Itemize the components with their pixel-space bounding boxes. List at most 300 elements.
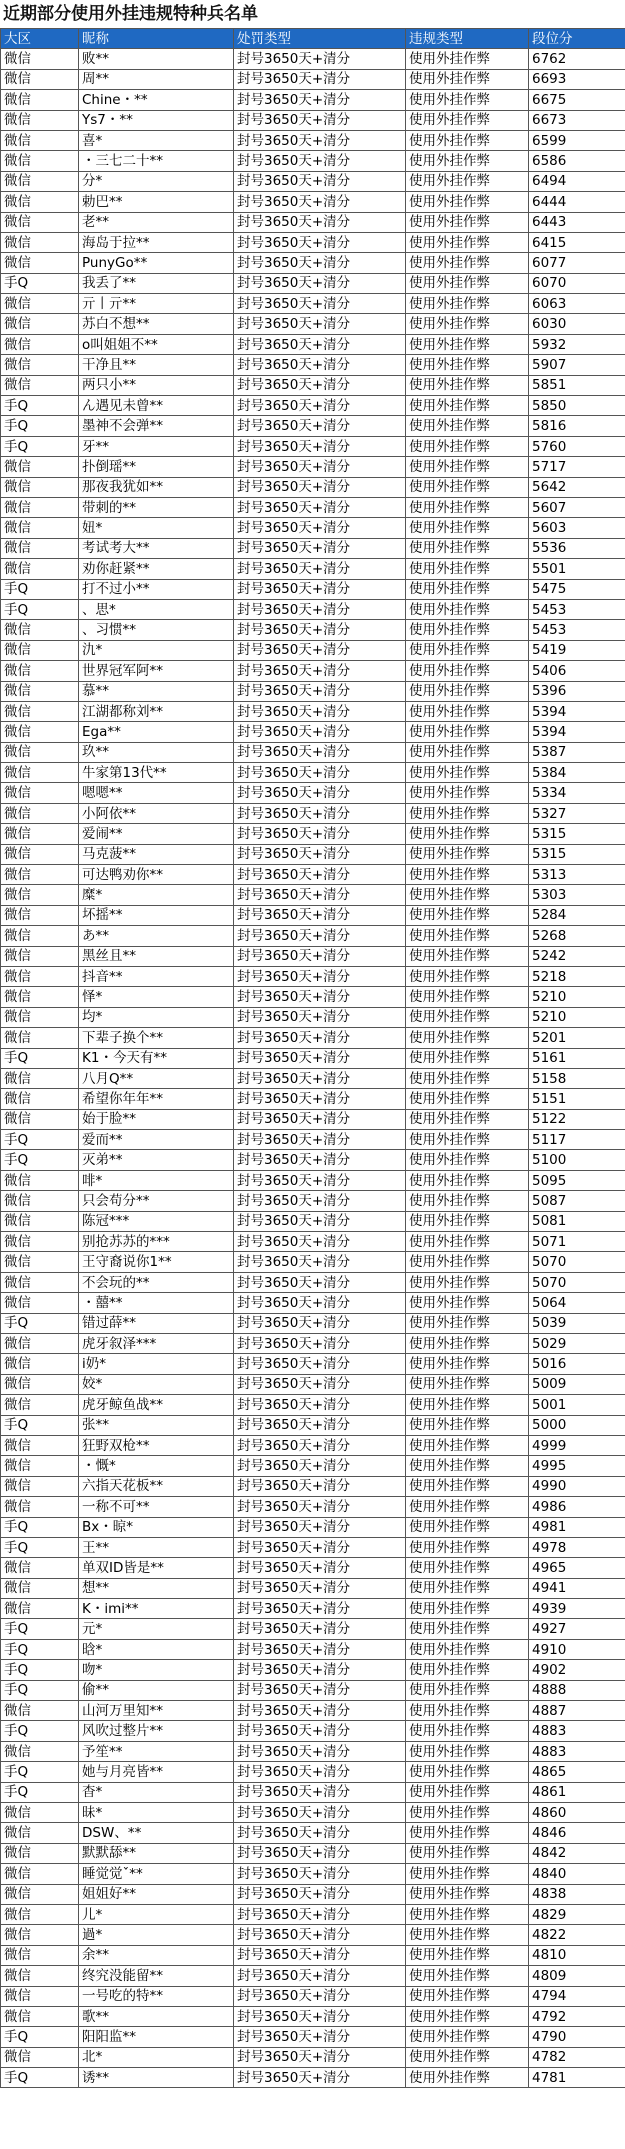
cell-rank-score: 4781 [529,2068,625,2088]
cell-rank-score: 4927 [529,1619,625,1639]
table-row [1,1680,625,1700]
cell-violation-type: 使用外挂作弊 [406,538,529,558]
cell-violation-type: 使用外挂作弊 [406,1925,529,1945]
table-row [1,1068,625,1088]
cell-region: 微信 [1,885,79,905]
cell-region: 微信 [1,1701,79,1721]
cell-violation-type: 使用外挂作弊 [406,1252,529,1272]
cell-nickname: 扑倒瑶** [79,457,234,477]
cell-nickname: 海岛于拉** [79,232,234,252]
cell-penalty-type: 封号3650天+清分 [234,844,406,864]
cell-penalty-type: 封号3650天+清分 [234,1048,406,1068]
cell-penalty-type: 封号3650天+清分 [234,294,406,314]
cell-violation-type: 使用外挂作弊 [406,273,529,293]
cell-rank-score: 5387 [529,742,625,762]
cell-region: 手Q [1,1660,79,1680]
table-row [1,1741,625,1761]
cell-penalty-type: 封号3650天+清分 [234,1170,406,1190]
cell-nickname: 她与月亮皆** [79,1762,234,1782]
cell-rank-score: 5642 [529,477,625,497]
cell-penalty-type: 封号3650天+清分 [234,375,406,395]
table-row [1,314,625,334]
cell-region: 微信 [1,334,79,354]
cell-penalty-type: 封号3650天+清分 [234,436,406,456]
cell-rank-score: 4981 [529,1517,625,1537]
cell-penalty-type: 封号3650天+清分 [234,2027,406,2047]
cell-violation-type: 使用外挂作弊 [406,518,529,538]
table-row [1,538,625,558]
cell-nickname: 世界冠军阿** [79,661,234,681]
cell-penalty-type: 封号3650天+清分 [234,232,406,252]
column-header-rank-score: 段位分 [529,29,625,49]
cell-rank-score: 5201 [529,1028,625,1048]
cell-penalty-type: 封号3650天+清分 [234,620,406,640]
cell-rank-score: 4810 [529,1945,625,1965]
cell-nickname: 儿* [79,1904,234,1924]
cell-penalty-type: 封号3650天+清分 [234,273,406,293]
cell-nickname: 想** [79,1578,234,1598]
cell-region: 手Q [1,1680,79,1700]
cell-nickname: ん遇见未曾** [79,396,234,416]
cell-rank-score: 4829 [529,1904,625,1924]
cell-rank-score: 6494 [529,171,625,191]
cell-penalty-type: 封号3650天+清分 [234,1537,406,1557]
cell-rank-score: 5603 [529,518,625,538]
cell-nickname: 啡* [79,1170,234,1190]
cell-violation-type: 使用外挂作弊 [406,436,529,456]
cell-penalty-type: 封号3650天+清分 [234,396,406,416]
cell-violation-type: 使用外挂作弊 [406,294,529,314]
table-row [1,640,625,660]
cell-region: 微信 [1,1578,79,1598]
cell-region: 微信 [1,1945,79,1965]
cell-violation-type: 使用外挂作弊 [406,1680,529,1700]
table-row [1,599,625,619]
table-row [1,171,625,191]
cell-rank-score: 4888 [529,1680,625,1700]
cell-rank-score: 5396 [529,681,625,701]
cell-nickname: 败** [79,49,234,69]
cell-rank-score: 4822 [529,1925,625,1945]
cell-penalty-type: 封号3650天+清分 [234,1109,406,1129]
cell-penalty-type: 封号3650天+清分 [234,110,406,130]
cell-region: 微信 [1,926,79,946]
cell-violation-type: 使用外挂作弊 [406,192,529,212]
cell-nickname: 山河万里知** [79,1701,234,1721]
cell-nickname: 王** [79,1537,234,1557]
cell-nickname: 亓丨亓** [79,294,234,314]
table-row [1,355,625,375]
cell-nickname: 终究没能留** [79,1966,234,1986]
cell-rank-score: 4790 [529,2027,625,2047]
cell-region: 微信 [1,1293,79,1313]
page-title: 近期部分使用外挂违规特种兵名单 [3,4,258,24]
table-row [1,742,625,762]
column-header-nickname: 昵称 [79,29,234,49]
header-row [1,29,625,49]
cell-violation-type: 使用外挂作弊 [406,1558,529,1578]
cell-region: 微信 [1,1843,79,1863]
cell-rank-score: 5210 [529,1007,625,1027]
table-row [1,2006,625,2026]
cell-region: 微信 [1,69,79,89]
cell-violation-type: 使用外挂作弊 [406,1741,529,1761]
cell-region: 微信 [1,865,79,885]
cell-penalty-type: 封号3650天+清分 [234,742,406,762]
table-row [1,1109,625,1129]
cell-violation-type: 使用外挂作弊 [406,1578,529,1598]
cell-violation-type: 使用外挂作弊 [406,844,529,864]
cell-region: 微信 [1,130,79,150]
cell-nickname: 坏摇** [79,905,234,925]
table-row [1,701,625,721]
table-row [1,1170,625,1190]
cell-violation-type: 使用外挂作弊 [406,1007,529,1027]
table-row [1,334,625,354]
table-row [1,1782,625,1802]
table-row [1,987,625,1007]
cell-rank-score: 5029 [529,1334,625,1354]
cell-penalty-type: 封号3650天+清分 [234,1476,406,1496]
cell-rank-score: 5851 [529,375,625,395]
cell-region: 微信 [1,763,79,783]
cell-penalty-type: 封号3650天+清分 [234,885,406,905]
table-row [1,1272,625,1292]
cell-rank-score: 4865 [529,1762,625,1782]
cell-violation-type: 使用外挂作弊 [406,763,529,783]
cell-violation-type: 使用外挂作弊 [406,1395,529,1415]
cell-violation-type: 使用外挂作弊 [406,1986,529,2006]
cell-rank-score: 4809 [529,1966,625,1986]
cell-violation-type: 使用外挂作弊 [406,966,529,986]
cell-rank-score: 5064 [529,1293,625,1313]
table-row [1,1986,625,2006]
cell-penalty-type: 封号3650天+清分 [234,334,406,354]
cell-rank-score: 6693 [529,69,625,89]
cell-nickname: 吻* [79,1660,234,1680]
cell-nickname: K1・今天有** [79,1048,234,1068]
cell-penalty-type: 封号3650天+清分 [234,661,406,681]
cell-rank-score: 4838 [529,1884,625,1904]
cell-violation-type: 使用外挂作弊 [406,1334,529,1354]
cell-rank-score: 5419 [529,640,625,660]
cell-penalty-type: 封号3650天+清分 [234,701,406,721]
cell-rank-score: 4861 [529,1782,625,1802]
cell-nickname: ・慨* [79,1456,234,1476]
cell-penalty-type: 封号3650天+清分 [234,1252,406,1272]
cell-penalty-type: 封号3650天+清分 [234,69,406,89]
cell-nickname: 晗* [79,1639,234,1659]
cell-region: 微信 [1,803,79,823]
cell-violation-type: 使用外挂作弊 [406,1599,529,1619]
cell-nickname: 爱闹** [79,824,234,844]
cell-violation-type: 使用外挂作弊 [406,1415,529,1435]
cell-violation-type: 使用外挂作弊 [406,2068,529,2088]
cell-region: 微信 [1,905,79,925]
cell-penalty-type: 封号3650天+清分 [234,926,406,946]
cell-rank-score: 5475 [529,579,625,599]
table-row [1,885,625,905]
cell-nickname: 始于脸** [79,1109,234,1129]
cell-penalty-type: 封号3650天+清分 [234,518,406,538]
cell-nickname: 阳阳监** [79,2027,234,2047]
cell-rank-score: 5070 [529,1272,625,1292]
cell-violation-type: 使用外挂作弊 [406,1089,529,1109]
cell-rank-score: 4782 [529,2047,625,2067]
cell-violation-type: 使用外挂作弊 [406,1293,529,1313]
cell-violation-type: 使用外挂作弊 [406,110,529,130]
table-row [1,253,625,273]
cell-nickname: 嗯嗯** [79,783,234,803]
cell-penalty-type: 封号3650天+清分 [234,1334,406,1354]
cell-region: 微信 [1,966,79,986]
cell-nickname: 勅巴** [79,192,234,212]
cell-region: 微信 [1,497,79,517]
cell-nickname: 张** [79,1415,234,1435]
cell-nickname: 歌** [79,2006,234,2026]
cell-penalty-type: 封号3650天+清分 [234,1456,406,1476]
cell-nickname: あ** [79,926,234,946]
cell-nickname: DSW、** [79,1823,234,1843]
table-row [1,1048,625,1068]
cell-nickname: 单双ID皆是** [79,1558,234,1578]
cell-penalty-type: 封号3650天+清分 [234,355,406,375]
cell-violation-type: 使用外挂作弊 [406,355,529,375]
cell-penalty-type: 封号3650天+清分 [234,1864,406,1884]
cell-violation-type: 使用外挂作弊 [406,824,529,844]
cell-violation-type: 使用外挂作弊 [406,1762,529,1782]
cell-penalty-type: 封号3650天+清分 [234,2006,406,2026]
table-row [1,1130,625,1150]
table-row [1,151,625,171]
cell-violation-type: 使用外挂作弊 [406,865,529,885]
cell-region: 微信 [1,90,79,110]
cell-region: 微信 [1,2006,79,2026]
cell-penalty-type: 封号3650天+清分 [234,1497,406,1517]
cell-nickname: 昧* [79,1802,234,1822]
cell-rank-score: 5816 [529,416,625,436]
cell-penalty-type: 封号3650天+清分 [234,1028,406,1048]
cell-violation-type: 使用外挂作弊 [406,171,529,191]
cell-rank-score: 4939 [529,1599,625,1619]
table-row [1,1435,625,1455]
cell-penalty-type: 封号3650天+清分 [234,1721,406,1741]
cell-nickname: 王守裔说你1** [79,1252,234,1272]
cell-region: 微信 [1,457,79,477]
cell-region: 手Q [1,1150,79,1170]
cell-nickname: 杳* [79,1782,234,1802]
cell-region: 微信 [1,783,79,803]
cell-penalty-type: 封号3650天+清分 [234,1843,406,1863]
table-row [1,803,625,823]
cell-violation-type: 使用外挂作弊 [406,1537,529,1557]
cell-penalty-type: 封号3650天+清分 [234,1313,406,1333]
cell-penalty-type: 封号3650天+清分 [234,171,406,191]
table-row [1,661,625,681]
cell-penalty-type: 封号3650天+清分 [234,130,406,150]
cell-region: 微信 [1,253,79,273]
cell-penalty-type: 封号3650天+清分 [234,783,406,803]
cell-violation-type: 使用外挂作弊 [406,334,529,354]
cell-region: 手Q [1,1415,79,1435]
cell-violation-type: 使用外挂作弊 [406,2006,529,2026]
table-row [1,518,625,538]
cell-region: 微信 [1,1170,79,1190]
cell-rank-score: 6586 [529,151,625,171]
cell-violation-type: 使用外挂作弊 [406,1497,529,1517]
cell-region: 微信 [1,1986,79,2006]
cell-penalty-type: 封号3650天+清分 [234,905,406,925]
cell-nickname: 错过薛** [79,1313,234,1333]
cell-rank-score: 6444 [529,192,625,212]
cell-violation-type: 使用外挂作弊 [406,681,529,701]
cell-rank-score: 4986 [529,1497,625,1517]
cell-violation-type: 使用外挂作弊 [406,375,529,395]
cell-nickname: 牛家第13代** [79,763,234,783]
cell-rank-score: 5932 [529,334,625,354]
cell-region: 手Q [1,1721,79,1741]
table-row [1,212,625,232]
table-row [1,1497,625,1517]
cell-violation-type: 使用外挂作弊 [406,579,529,599]
cell-region: 微信 [1,1904,79,1924]
cell-rank-score: 4883 [529,1741,625,1761]
cell-violation-type: 使用外挂作弊 [406,661,529,681]
cell-nickname: 黑丝且** [79,946,234,966]
cell-penalty-type: 封号3650天+清分 [234,151,406,171]
table-row [1,396,625,416]
cell-region: 微信 [1,1028,79,1048]
cell-violation-type: 使用外挂作弊 [406,640,529,660]
cell-region: 微信 [1,518,79,538]
cell-violation-type: 使用外挂作弊 [406,49,529,69]
cell-penalty-type: 封号3650天+清分 [234,1578,406,1598]
cell-nickname: 风吹过整片** [79,1721,234,1741]
cell-penalty-type: 封号3650天+清分 [234,1272,406,1292]
cell-nickname: 别抢苏苏的*** [79,1232,234,1252]
cell-rank-score: 5315 [529,844,625,864]
cell-violation-type: 使用外挂作弊 [406,905,529,925]
cell-violation-type: 使用外挂作弊 [406,559,529,579]
cell-nickname: 過* [79,1925,234,1945]
cell-nickname: 两只小** [79,375,234,395]
column-header-penalty-type: 处罚类型 [234,29,406,49]
table-row [1,1456,625,1476]
cell-violation-type: 使用外挂作弊 [406,1517,529,1537]
cell-penalty-type: 封号3650天+清分 [234,1660,406,1680]
table-row [1,1354,625,1374]
table-row [1,49,625,69]
table-row [1,1599,625,1619]
cell-nickname: 下辈子换个** [79,1028,234,1048]
table-row [1,844,625,864]
cell-region: 微信 [1,49,79,69]
cell-penalty-type: 封号3650天+清分 [234,314,406,334]
table-row [1,905,625,925]
table-row [1,294,625,314]
cell-region: 手Q [1,1537,79,1557]
cell-region: 微信 [1,314,79,334]
cell-region: 微信 [1,1823,79,1843]
cell-region: 手Q [1,436,79,456]
cell-violation-type: 使用外挂作弊 [406,253,529,273]
cell-nickname: 慕** [79,681,234,701]
cell-violation-type: 使用外挂作弊 [406,416,529,436]
table-row [1,436,625,456]
cell-region: 手Q [1,1048,79,1068]
cell-violation-type: 使用外挂作弊 [406,1374,529,1394]
cell-rank-score: 4794 [529,1986,625,2006]
cell-violation-type: 使用外挂作弊 [406,477,529,497]
cell-rank-score: 4941 [529,1578,625,1598]
cell-penalty-type: 封号3650天+清分 [234,1007,406,1027]
cell-violation-type: 使用外挂作弊 [406,1109,529,1129]
cell-rank-score: 5210 [529,987,625,1007]
cell-violation-type: 使用外挂作弊 [406,1048,529,1068]
cell-rank-score: 6675 [529,90,625,110]
cell-penalty-type: 封号3650天+清分 [234,1904,406,1924]
cell-penalty-type: 封号3650天+清分 [234,1823,406,1843]
cell-nickname: 那夜我犹如** [79,477,234,497]
cell-region: 微信 [1,1211,79,1231]
cell-region: 微信 [1,681,79,701]
cell-penalty-type: 封号3650天+清分 [234,1211,406,1231]
cell-rank-score: 4860 [529,1802,625,1822]
cell-nickname: 江湖都称刘** [79,701,234,721]
cell-region: 微信 [1,1925,79,1945]
table-row [1,1721,625,1741]
cell-nickname: 偷** [79,1680,234,1700]
cell-penalty-type: 封号3650天+清分 [234,559,406,579]
cell-nickname: 考试考大** [79,538,234,558]
cell-nickname: 苏白不想** [79,314,234,334]
table-row [1,1701,625,1721]
table-row [1,1415,625,1435]
cell-region: 微信 [1,1802,79,1822]
table-row [1,722,625,742]
cell-penalty-type: 封号3650天+清分 [234,681,406,701]
table-row [1,1476,625,1496]
cell-penalty-type: 封号3650天+清分 [234,640,406,660]
cell-region: 微信 [1,824,79,844]
cell-penalty-type: 封号3650天+清分 [234,1517,406,1537]
cell-penalty-type: 封号3650天+清分 [234,1415,406,1435]
cell-rank-score: 4840 [529,1864,625,1884]
cell-nickname: i奶* [79,1354,234,1374]
table-row [1,477,625,497]
cell-region: 微信 [1,1456,79,1476]
cell-nickname: 元* [79,1619,234,1639]
cell-region: 微信 [1,1476,79,1496]
cell-violation-type: 使用外挂作弊 [406,1945,529,1965]
table-row [1,1762,625,1782]
cell-penalty-type: 封号3650天+清分 [234,1762,406,1782]
table-row [1,1211,625,1231]
cell-nickname: 虎牙鲸鱼战** [79,1395,234,1415]
cell-rank-score: 4978 [529,1537,625,1557]
cell-violation-type: 使用外挂作弊 [406,1068,529,1088]
cell-violation-type: 使用外挂作弊 [406,1170,529,1190]
cell-region: 微信 [1,987,79,1007]
cell-violation-type: 使用外挂作弊 [406,457,529,477]
cell-region: 微信 [1,722,79,742]
table-row [1,1966,625,1986]
table-row [1,1945,625,1965]
cell-violation-type: 使用外挂作弊 [406,212,529,232]
cell-rank-score: 5039 [529,1313,625,1333]
table-row [1,69,625,89]
table-row [1,2068,625,2088]
